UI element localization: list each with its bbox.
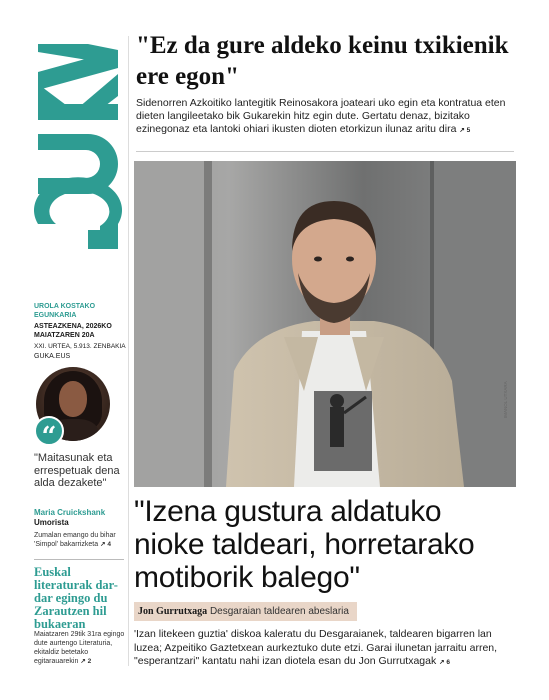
divider	[34, 559, 124, 560]
page-reference[interactable]: ↗ 4	[100, 541, 111, 548]
sidebar-story-headline[interactable]: Euskal literaturak dar-dar egingo du Zarautzen hil bukaeran	[34, 565, 118, 631]
byline	[134, 602, 357, 621]
main-story-deck-text: 'Izan litekeen guztia' diskoa kaleratu du Desgaraianek, taldearen bigarren lan luzea; Azpeitiko Gaztetxean aurkeztuko dute etzi. Garai ilunetan jarraitu arren, "esperantzari" kantatu nahi izan diotela esan du Jon Gurrutxagak	[134, 628, 498, 667]
sidebar-quote-role: Umorista	[34, 518, 69, 527]
sidebar-story-text: Maiatzaren 29tik 31ra egingo dute aurtengo Literaturia, ekitaldiz betetako egitarauarekin	[34, 631, 125, 665]
sidebar-quote-author: Maria Cruickshank	[34, 508, 106, 517]
masthead-logo	[30, 44, 126, 290]
edition-info	[34, 302, 126, 361]
sidebar-quote-tease-text: Zumalan emango du bihar 'Simpol' bakarrizketa	[34, 532, 116, 548]
quote-icon: “	[34, 416, 64, 446]
page-reference[interactable]: ↗ 2	[80, 658, 92, 665]
main-story-deck	[134, 628, 518, 670]
byline-name: Jon Gurrutxaga	[138, 606, 208, 617]
paper-name: UROLA KOSTAKO EGUNKARIA	[34, 303, 96, 319]
photo-credit: IMANOL UTXARA	[503, 381, 508, 418]
lead-photo[interactable]	[134, 161, 516, 487]
page-reference[interactable]: ↗ 5	[459, 127, 471, 134]
website-link[interactable]: GUKA.EUS	[34, 353, 71, 360]
divider	[136, 151, 514, 152]
top-story-deck	[136, 97, 518, 137]
edition-date: ASTEAZKENA, 2026KO MAIATZAREN 20A	[34, 323, 112, 339]
top-story-headline[interactable]: "Ez da gure aldeko keinu txikienik ere egon"	[136, 32, 509, 90]
main-story-headline[interactable]: "Izena gustura aldatuko nioke taldeari, horretarako motiborik balego"	[134, 495, 475, 594]
top-story-deck-text: Sidenorren Azkoitiko lantegitik Reinosakora joateari uko egin eta kontratua eten dieten langileetako bik Gukarekin hitz egin dute. Gertatu denaz, bizitako ezinegonaz eta lantoki ohiari ikusten dioten etorkizun ilunaz aritu dira	[136, 97, 506, 135]
page-reference[interactable]: ↗ 6	[439, 659, 451, 666]
byline-role: Desgaraian taldearen abeslaria	[209, 606, 349, 617]
column-divider	[128, 36, 129, 666]
issue-number: XXI. URTEA, 5.913. ZENBAKIA	[34, 343, 126, 350]
sidebar-quote-text[interactable]: "Maitasunak eta errespetuak dena alda dezakete"	[34, 452, 120, 489]
sidebar-quote-tease	[34, 531, 128, 549]
sidebar-story-body	[34, 630, 128, 666]
